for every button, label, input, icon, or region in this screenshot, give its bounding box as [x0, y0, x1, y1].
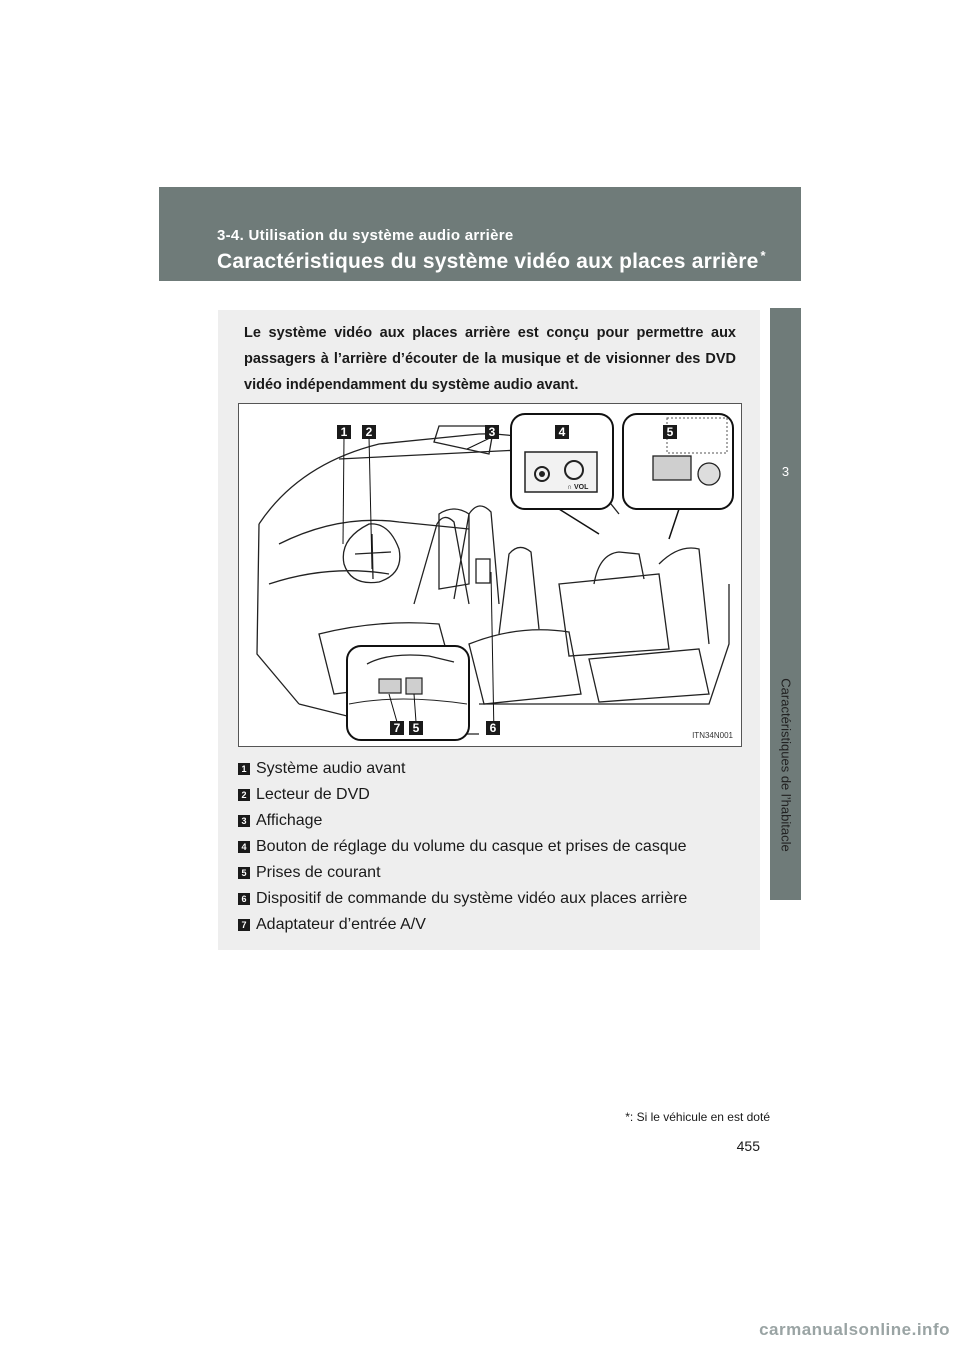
title-asterisk: *	[760, 248, 766, 263]
legend-number: 5	[238, 867, 250, 879]
legend-text: Adaptateur d’entrée A/V	[256, 916, 426, 933]
svg-text:5: 5	[666, 425, 674, 439]
vehicle-illustration	[238, 403, 742, 747]
intro-paragraph: Le système vidéo aux places arrière est conçu pour permettre aux passagers à l’arrière d’écouter de la musique et de visionner des DVD vidéo indépendamment du système audio avant.	[244, 325, 736, 393]
callout-1	[337, 425, 351, 439]
svg-text:4: 4	[558, 425, 566, 439]
legend-item	[238, 912, 748, 938]
svg-text:6: 6	[489, 721, 497, 735]
legend-number: 1	[238, 763, 250, 775]
figure-code: ITN34N001	[692, 731, 733, 740]
legend-number: 7	[238, 919, 250, 931]
page-number: 455	[736, 1138, 760, 1154]
legend-number: 2	[238, 789, 250, 801]
legend-text: Lecteur de DVD	[256, 786, 370, 803]
legend-text: Bouton de réglage du volume du casque et prises de casque	[256, 838, 687, 855]
legend-item	[238, 808, 748, 834]
page-title-text: Caractéristiques du système vidéo aux places arrière	[217, 250, 759, 273]
legend-item	[238, 834, 748, 860]
av-input-inset	[347, 646, 469, 740]
legend-number: 4	[238, 841, 250, 853]
callout-2	[362, 425, 376, 439]
chapter-number: 3	[781, 464, 790, 479]
legend-item	[238, 756, 748, 782]
power-outlet-inset	[623, 414, 733, 539]
legend-text: Prises de courant	[256, 864, 381, 881]
watermark: carmanualsonline.info	[759, 1320, 950, 1339]
chapter-header	[159, 187, 801, 281]
legend-text: Système audio avant	[256, 760, 406, 777]
svg-text:7: 7	[393, 721, 401, 735]
callout-3	[485, 425, 499, 439]
legend-text: Affichage	[256, 812, 323, 829]
callout-6	[486, 721, 500, 735]
legend-item	[238, 886, 748, 912]
callout-7	[390, 721, 404, 735]
callout-5-bottom	[409, 721, 423, 735]
legend-number: 6	[238, 893, 250, 905]
svg-text:3: 3	[488, 425, 496, 439]
legend-text: Dispositif de commande du système vidéo aux places arrière	[256, 890, 688, 907]
chapter-tab-label: Caractéristiques de l’habitacle	[778, 678, 793, 852]
legend-list	[238, 756, 748, 938]
legend-item	[238, 860, 748, 886]
cabin-drawing	[239, 404, 741, 746]
legend-number: 3	[238, 815, 250, 827]
content-panel	[218, 310, 760, 950]
svg-text:5: 5	[412, 721, 420, 735]
vol-label: ∩ VOL	[567, 484, 589, 491]
section-title: 3-4. Utilisation du système audio arrière	[217, 227, 514, 244]
page-title	[217, 248, 766, 274]
footnote: *: Si le véhicule en est doté	[625, 1110, 770, 1124]
callout-5-top	[663, 425, 677, 439]
svg-text:2: 2	[365, 425, 373, 439]
svg-text:1: 1	[340, 425, 348, 439]
chapter-tab-label-wrap	[770, 600, 801, 930]
callout-4	[555, 425, 569, 439]
legend-item	[238, 782, 748, 808]
